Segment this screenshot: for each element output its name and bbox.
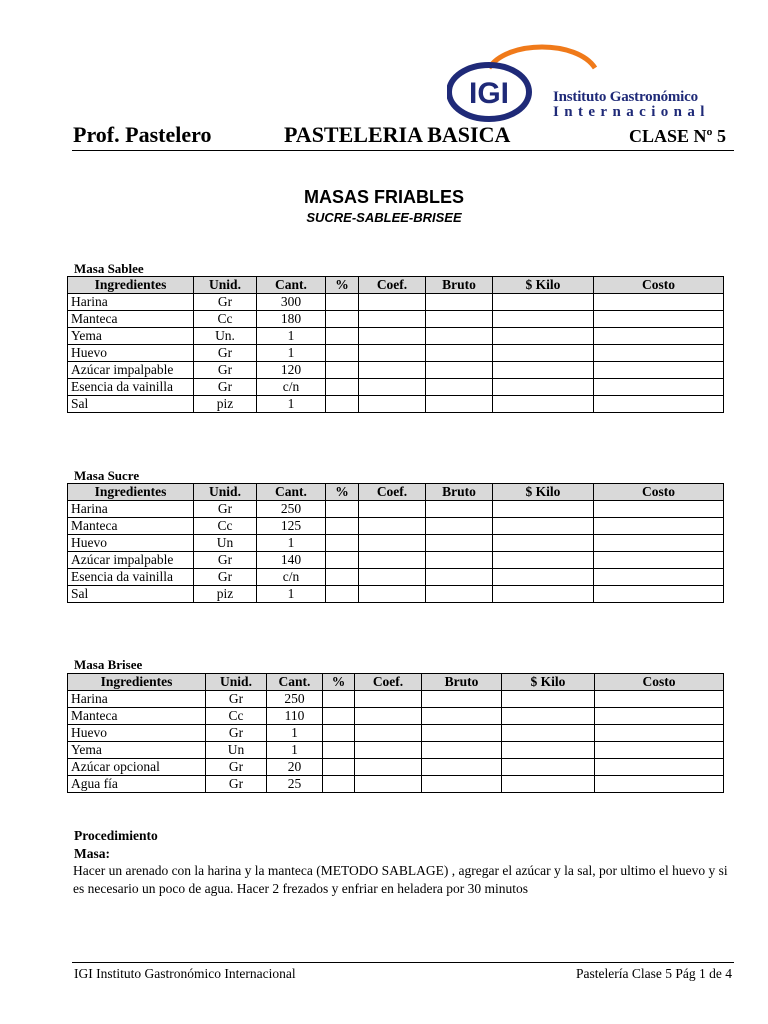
cell-ingrediente: Harina — [68, 691, 206, 708]
cell-empty — [595, 725, 724, 742]
cell-empty — [594, 586, 724, 603]
col-kilo: $ Kilo — [502, 674, 595, 691]
col-ingredientes: Ingredientes — [68, 674, 206, 691]
cell-empty — [355, 725, 422, 742]
cell-empty — [426, 379, 493, 396]
section-label-sucre: Masa Sucre — [74, 468, 140, 483]
cell-unid: Gr — [194, 501, 257, 518]
col-ingredientes: Ingredientes — [68, 277, 194, 294]
cell-cant: 1 — [257, 345, 326, 362]
cell-cant: 180 — [257, 311, 326, 328]
cell-empty — [594, 328, 724, 345]
cell-empty — [594, 294, 724, 311]
cell-empty — [359, 552, 426, 569]
section-label-sablee: Masa Sablee — [74, 261, 144, 276]
col-bruto: Bruto — [426, 277, 493, 294]
cell-ingrediente: Sal — [68, 396, 194, 413]
col-bruto: Bruto — [426, 484, 493, 501]
col-coef: Coef. — [359, 277, 426, 294]
cell-ingrediente: Harina — [68, 501, 194, 518]
cell-empty — [359, 311, 426, 328]
cell-empty — [594, 362, 724, 379]
cell-cant: 300 — [257, 294, 326, 311]
cell-ingrediente: Manteca — [68, 708, 206, 725]
cell-cant: 110 — [267, 708, 323, 725]
cell-ingrediente: Esencia da vainilla — [68, 569, 194, 586]
logo-mark: IGI — [468, 77, 510, 110]
cell-empty — [426, 311, 493, 328]
cell-ingrediente: Azúcar impalpable — [68, 362, 194, 379]
cell-empty — [594, 569, 724, 586]
cell-empty — [502, 776, 595, 793]
cell-empty — [326, 294, 359, 311]
cell-unid: Cc — [194, 518, 257, 535]
cell-empty — [359, 501, 426, 518]
cell-empty — [595, 708, 724, 725]
cell-empty — [502, 708, 595, 725]
procedure-heading: Procedimiento — [74, 828, 158, 843]
cell-empty — [426, 501, 493, 518]
cell-cant: c/n — [257, 569, 326, 586]
cell-unid: Cc — [206, 708, 267, 725]
cell-empty — [326, 311, 359, 328]
cell-empty — [355, 742, 422, 759]
cell-empty — [595, 776, 724, 793]
table-row — [68, 569, 724, 586]
logo-name-line2: Internacional — [553, 104, 710, 120]
header-course: PASTELERIA BASICA — [284, 122, 511, 147]
cell-empty — [326, 518, 359, 535]
page-title: MASAS FRIABLES — [303, 187, 464, 207]
cell-empty — [422, 708, 502, 725]
table-row — [68, 518, 724, 535]
cell-empty — [426, 569, 493, 586]
col-unid: Unid. — [194, 484, 257, 501]
cell-cant: 1 — [257, 586, 326, 603]
cell-ingrediente: Sal — [68, 586, 194, 603]
cell-empty — [493, 569, 594, 586]
table-row — [68, 691, 724, 708]
cell-empty — [493, 586, 594, 603]
col-kilo: $ Kilo — [493, 484, 594, 501]
cell-empty — [326, 396, 359, 413]
cell-empty — [359, 294, 426, 311]
cell-unid: Gr — [194, 294, 257, 311]
table-row — [68, 362, 724, 379]
table-row — [68, 552, 724, 569]
col-ingredientes: Ingredientes — [68, 484, 194, 501]
cell-unid: piz — [194, 396, 257, 413]
recipe-table-sucre — [67, 483, 724, 603]
cell-cant: 120 — [257, 362, 326, 379]
cell-unid: Gr — [206, 759, 267, 776]
cell-unid: piz — [194, 586, 257, 603]
cell-ingrediente: Manteca — [68, 518, 194, 535]
cell-empty — [502, 759, 595, 776]
cell-empty — [426, 518, 493, 535]
logo-name-line1: Instituto Gastronómico — [553, 89, 698, 105]
col-costo: Costo — [594, 484, 724, 501]
cell-empty — [359, 586, 426, 603]
table-row — [68, 328, 724, 345]
cell-empty — [493, 294, 594, 311]
cell-cant: 250 — [257, 501, 326, 518]
cell-empty — [594, 379, 724, 396]
cell-empty — [359, 379, 426, 396]
col-cant: Cant. — [257, 484, 326, 501]
cell-empty — [502, 725, 595, 742]
cell-empty — [359, 396, 426, 413]
cell-empty — [594, 535, 724, 552]
cell-cant: 250 — [267, 691, 323, 708]
cell-empty — [326, 501, 359, 518]
col-cant: Cant. — [267, 674, 323, 691]
cell-empty — [493, 362, 594, 379]
cell-empty — [359, 518, 426, 535]
cell-empty — [323, 742, 355, 759]
cell-empty — [502, 742, 595, 759]
col-unid: Unid. — [206, 674, 267, 691]
table-row — [68, 759, 724, 776]
cell-empty — [359, 345, 426, 362]
cell-unid: Gr — [194, 362, 257, 379]
cell-empty — [359, 569, 426, 586]
cell-empty — [493, 311, 594, 328]
cell-empty — [422, 776, 502, 793]
cell-unid: Gr — [194, 345, 257, 362]
cell-empty — [326, 362, 359, 379]
cell-cant: 125 — [257, 518, 326, 535]
recipe-table-brisee — [67, 673, 724, 793]
col-cant: Cant. — [257, 277, 326, 294]
cell-cant: 20 — [267, 759, 323, 776]
col-costo: Costo — [595, 674, 724, 691]
table-row — [68, 708, 724, 725]
table-row — [68, 396, 724, 413]
col-costo: Costo — [594, 277, 724, 294]
cell-ingrediente: Huevo — [68, 725, 206, 742]
table-header-row — [68, 484, 724, 501]
table-row — [68, 345, 724, 362]
cell-empty — [355, 708, 422, 725]
table-row — [68, 725, 724, 742]
table-row — [68, 311, 724, 328]
cell-empty — [493, 552, 594, 569]
cell-unid: Gr — [194, 569, 257, 586]
page-subtitle: SUCRE-SABLEE-BRISEE — [306, 210, 462, 225]
cell-ingrediente: Yema — [68, 328, 194, 345]
cell-unid: Cc — [194, 311, 257, 328]
cell-empty — [323, 725, 355, 742]
cell-unid: Gr — [206, 725, 267, 742]
cell-empty — [426, 396, 493, 413]
cell-empty — [323, 691, 355, 708]
cell-ingrediente: Yema — [68, 742, 206, 759]
cell-empty — [422, 691, 502, 708]
procedure-text: Hacer un arenado con la harina y la manteca (METODO SABLAGE) , agregar el azúcar y la sal, por ultimo el huevo y si es necesario un poco de agua. Hacer 2 frezados y enfriar en heladera por 30 minutos — [73, 863, 728, 896]
cell-cant: 1 — [257, 535, 326, 552]
cell-empty — [359, 328, 426, 345]
section-label-brisee: Masa Brisee — [74, 657, 143, 672]
cell-ingrediente: Esencia da vainilla — [68, 379, 194, 396]
col-percent: % — [326, 277, 359, 294]
col-coef: Coef. — [359, 484, 426, 501]
cell-ingrediente: Azúcar impalpable — [68, 552, 194, 569]
cell-empty — [422, 725, 502, 742]
recipe-table-sablee — [67, 276, 724, 413]
footer-divider — [72, 962, 734, 963]
procedure-subheading: Masa: — [74, 846, 110, 861]
cell-empty — [502, 691, 595, 708]
cell-empty — [493, 535, 594, 552]
cell-empty — [323, 776, 355, 793]
page-header — [72, 122, 734, 151]
cell-cant: 1 — [267, 742, 323, 759]
cell-empty — [493, 345, 594, 362]
col-percent: % — [323, 674, 355, 691]
cell-empty — [326, 586, 359, 603]
cell-empty — [595, 691, 724, 708]
table-header-row — [68, 674, 724, 691]
cell-cant: 1 — [267, 725, 323, 742]
cell-empty — [594, 501, 724, 518]
cell-empty — [426, 345, 493, 362]
cell-empty — [493, 501, 594, 518]
cell-unid: Gr — [194, 552, 257, 569]
cell-empty — [326, 552, 359, 569]
cell-unid: Gr — [194, 379, 257, 396]
cell-ingrediente: Manteca — [68, 311, 194, 328]
col-percent: % — [326, 484, 359, 501]
cell-cant: c/n — [257, 379, 326, 396]
cell-unid: Un. — [194, 328, 257, 345]
cell-empty — [326, 345, 359, 362]
cell-empty — [323, 759, 355, 776]
cell-empty — [594, 552, 724, 569]
cell-empty — [326, 569, 359, 586]
footer-page-info: Pastelería Clase 5 Pág 1 de 4 — [576, 966, 732, 981]
cell-empty — [426, 362, 493, 379]
table-row — [68, 742, 724, 759]
cell-ingrediente: Harina — [68, 294, 194, 311]
table-header-row — [68, 277, 724, 294]
cell-empty — [426, 552, 493, 569]
table-row — [68, 535, 724, 552]
cell-empty — [426, 328, 493, 345]
cell-empty — [595, 742, 724, 759]
table-row — [68, 776, 724, 793]
cell-empty — [422, 742, 502, 759]
cell-empty — [355, 691, 422, 708]
cell-empty — [359, 362, 426, 379]
cell-empty — [493, 328, 594, 345]
cell-empty — [422, 759, 502, 776]
cell-empty — [426, 586, 493, 603]
cell-empty — [426, 535, 493, 552]
cell-empty — [326, 535, 359, 552]
cell-empty — [326, 328, 359, 345]
cell-cant: 25 — [267, 776, 323, 793]
cell-empty — [594, 518, 724, 535]
col-unid: Unid. — [194, 277, 257, 294]
table-row — [68, 294, 724, 311]
cell-ingrediente: Agua fía — [68, 776, 206, 793]
cell-ingrediente: Huevo — [68, 535, 194, 552]
col-kilo: $ Kilo — [493, 277, 594, 294]
cell-empty — [326, 379, 359, 396]
cell-empty — [493, 396, 594, 413]
cell-cant: 1 — [257, 328, 326, 345]
cell-empty — [493, 379, 594, 396]
cell-empty — [493, 518, 594, 535]
cell-unid: Gr — [206, 691, 267, 708]
cell-empty — [323, 708, 355, 725]
header-class-number: CLASE Nº 5 — [629, 126, 726, 146]
cell-ingrediente: Huevo — [68, 345, 194, 362]
cell-unid: Gr — [206, 776, 267, 793]
cell-empty — [594, 345, 724, 362]
cell-empty — [355, 776, 422, 793]
cell-unid: Un — [194, 535, 257, 552]
cell-empty — [359, 535, 426, 552]
footer-institute: IGI Instituto Gastronómico Internacional — [74, 966, 296, 981]
cell-empty — [595, 759, 724, 776]
col-coef: Coef. — [355, 674, 422, 691]
col-bruto: Bruto — [422, 674, 502, 691]
table-row — [68, 379, 724, 396]
table-row — [68, 586, 724, 603]
header-role: Prof. Pastelero — [73, 122, 212, 147]
cell-cant: 1 — [257, 396, 326, 413]
cell-ingrediente: Azúcar opcional — [68, 759, 206, 776]
cell-cant: 140 — [257, 552, 326, 569]
cell-empty — [594, 396, 724, 413]
cell-empty — [355, 759, 422, 776]
cell-empty — [594, 311, 724, 328]
table-row — [68, 501, 724, 518]
cell-empty — [426, 294, 493, 311]
cell-unid: Un — [206, 742, 267, 759]
